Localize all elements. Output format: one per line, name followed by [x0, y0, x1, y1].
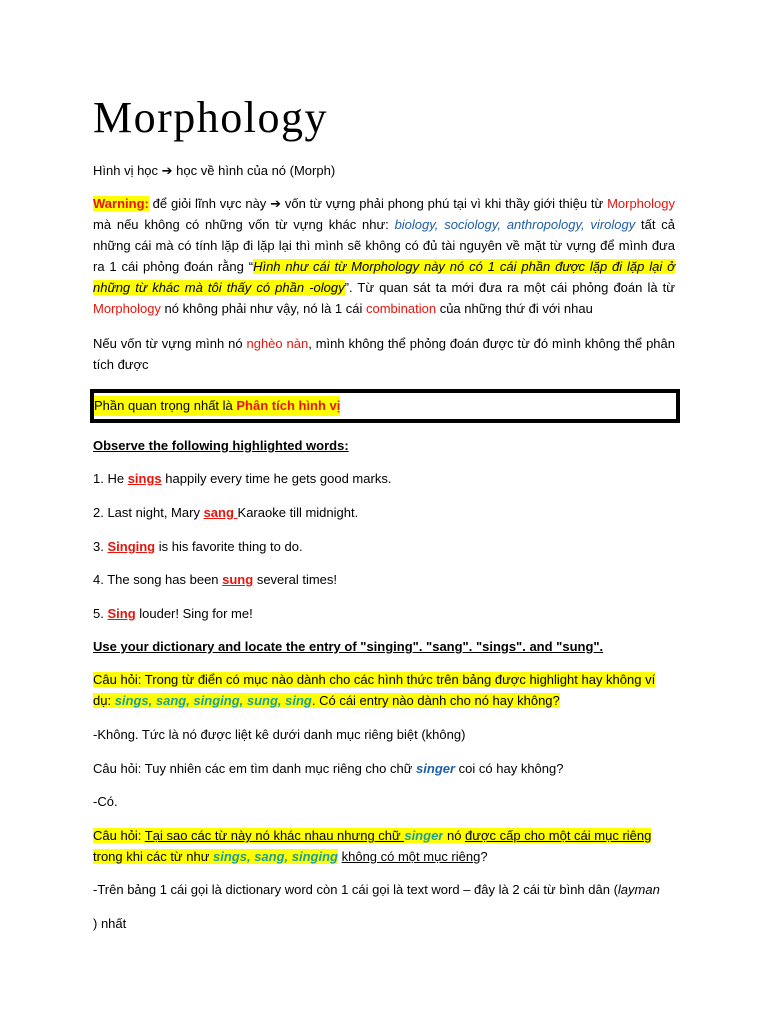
- example-item: 2. Last night, Mary sang Karaoke till midnight.: [93, 505, 359, 520]
- page-title: Morphology: [93, 93, 328, 142]
- warning-paragraph: Warning: để giỏi lĩnh vực này ➔ vốn từ vựng phải phong phú tại vì khi thầy giới thiệu từ Morphology mà nếu không có những vốn từ vựng khác như: biology, sociology, anthropology, virology tất cả những cái mà có tính lặp đi lặp lại thì mình sẽ không có đủ tài nguyên về mặt từ vựng để mình đưa ra 1 cái phỏng đoán rằng “Hình như cái từ Morphology này nó có 1 cái phần được lặp đi lặp lại ở những từ khác mà tôi thấy có phần -ology”. Từ quan sát ta mới đưa ra một cái phỏng đoán là từ Morphology nó không phải như vậy, nó là 1 cái combination của những thứ đi với nhau: [93, 196, 675, 316]
- dictionary-instruction: Use your dictionary and locate the entry of "singing". "sang". "sings". and "sung".: [93, 639, 604, 654]
- key-point-box: [90, 389, 680, 423]
- warning-label: Warning:: [93, 196, 149, 211]
- key-point-text: Phần quan trọng nhất là Phân tích hình vị: [94, 396, 340, 416]
- observe-heading: Observe the following highlighted words:: [93, 438, 349, 453]
- vocab-paragraph: Nếu vốn từ vựng mình nó nghèo nàn, mình không thể phỏng đoán được từ đó mình không thể phân tích được: [93, 336, 675, 372]
- answer-1: -Không. Tức là nó được liệt kê dưới danh mục riêng biệt (không): [93, 727, 466, 742]
- intro-line: Hình vị học ➔ học về hình của nó (Morph): [93, 163, 336, 178]
- example-item: 5. Sing louder! Sing for me!: [93, 606, 253, 621]
- example-item: 4. The song has been sung several times!: [93, 572, 338, 587]
- arrow-icon: ➔: [270, 196, 282, 211]
- answer-2: -Có.: [93, 794, 118, 809]
- example-item: 1. He sings happily every time he gets good marks.: [93, 471, 392, 486]
- highlighted-quote: Hình như cái từ Morphology này nó có 1 cái phần được lặp đi lặp lại ở những từ khác mà tôi thấy có phần -ology: [93, 259, 675, 295]
- example-item: 3. Singing is his favorite thing to do.: [93, 539, 303, 554]
- question-2: Câu hỏi: Tuy nhiên các em tìm danh mục riêng cho chữ singer coi có hay không?: [93, 761, 564, 776]
- arrow-icon: ➔: [161, 163, 173, 178]
- answer-3: -Trên bảng 1 cái gọi là dictionary word còn 1 cái gọi là text word – đây là 2 cái từ bình dân (layman: [93, 882, 660, 897]
- question-3: Câu hỏi: Tại sao các từ này nó khác nhau nhưng chữ singer nó được cấp cho một cái mục riêng trong khi các từ như sings, sang, singing không có một mục riêng?: [93, 828, 652, 864]
- answer-3-cont: ) nhất: [93, 916, 127, 931]
- question-1: Câu hỏi: Trong từ điển có mục nào dành cho các hình thức trên bảng được highlight hay không ví dụ: sings, sang, singing, sung, sing. Có cái entry nào dành cho nó hay không?: [93, 672, 656, 708]
- field-list: biology, sociology, anthropology, virology: [394, 217, 636, 232]
